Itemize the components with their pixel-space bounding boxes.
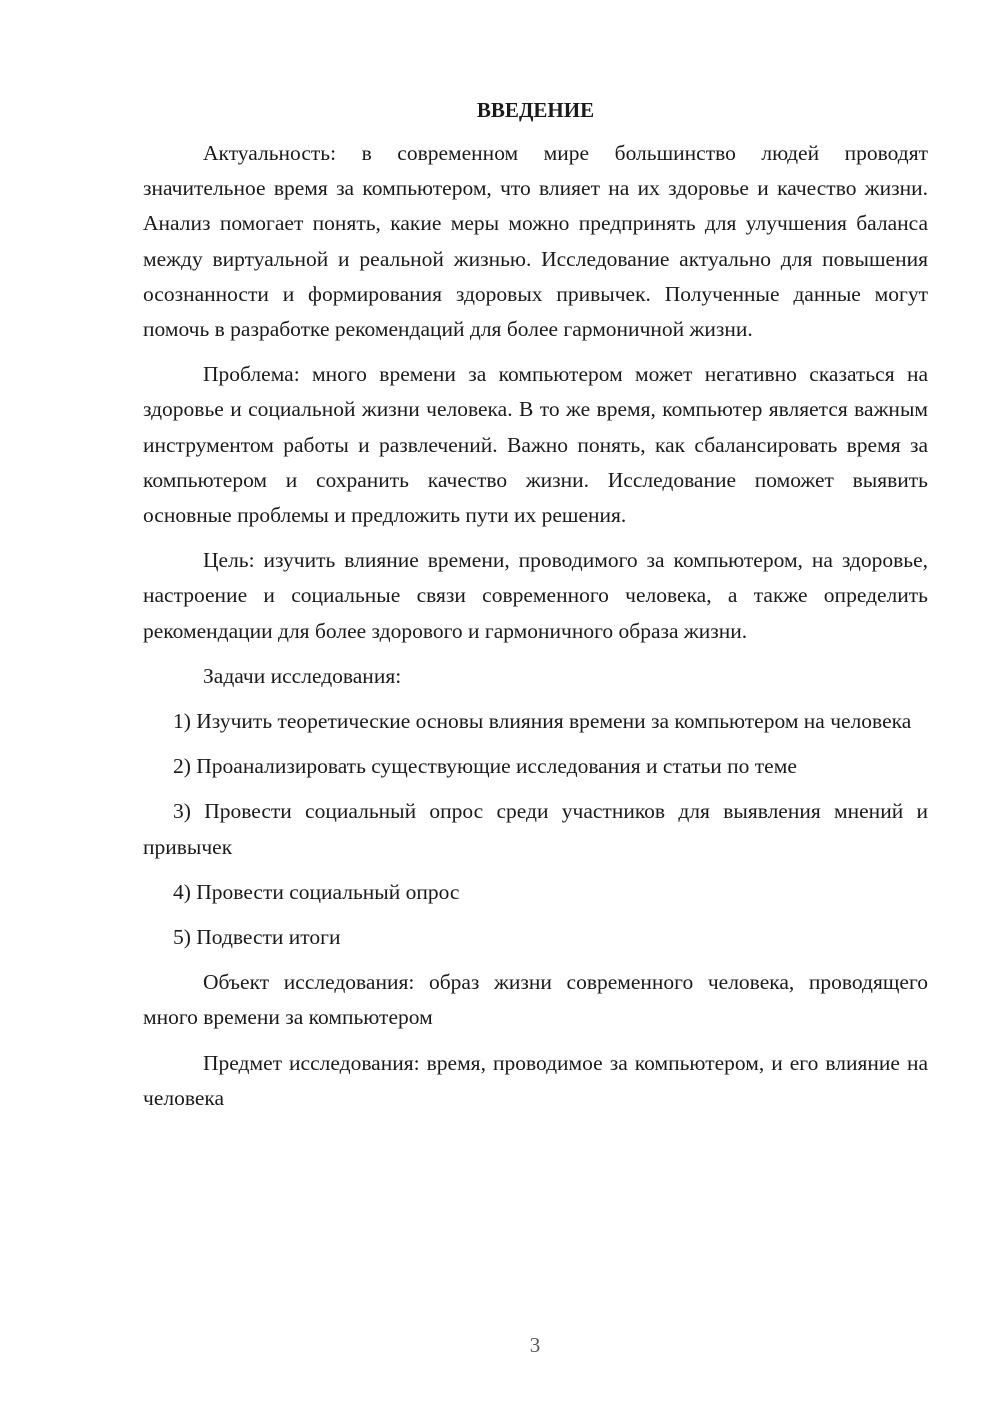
tasks-list	[143, 704, 928, 955]
paragraph-problem: Проблема: много времени за компьютером может негативно сказаться на здоровье и социальной жизни человека. В то же время, компьютер является важным инструментом работы и развлечений. Важно понять, как сбалансировать время за компьютером и сохранить качество жизни. Исследование поможет выявить основные проблемы и предложить пути их решения.	[143, 362, 928, 528]
paragraph-subject: Предмет исследования: время, проводимое за компьютером, и его влияние на человека	[143, 1050, 928, 1110]
task-item: 1) Изучить теоретические основы влияния времени за компьютером на человека	[173, 709, 912, 734]
tasks-title: Задачи исследования:	[203, 663, 402, 688]
task-item: 3) Провести социальный опрос среди участников для выявления мнений и привычек	[143, 799, 928, 859]
paragraph-relevance: Актуальность: в современном мире большинство людей проводят значительное время за компьютером, что влияет на их здоровье и качество жизни. Анализ помогает понять, какие меры можно предпринять для улучшения баланса между виртуальной и реальной жизнью. Исследование актуально для повышения осознанности и формирования здоровых привычек. Полученные данные могут помочь в разработке рекомендаций для более гармоничной жизни.	[143, 141, 928, 342]
document-page	[143, 96, 928, 1126]
paragraph-object: Объект исследования: образ жизни современного человека, проводящего много времени за компьютером	[143, 970, 928, 1030]
paragraph-goal: Цель: изучить влияние времени, проводимого за компьютером, на здоровье, настроение и социальные связи современного человека, а также определить рекомендации для более здорового и гармоничного образа жизни.	[143, 548, 928, 643]
task-item: 2) Проанализировать существующие исследования и статьи по теме	[173, 754, 797, 779]
task-item: 4) Провести социальный опрос	[173, 879, 460, 904]
task-item: 5) Подвести итоги	[173, 925, 341, 950]
section-heading: ВВЕДЕНИЕ	[476, 98, 595, 122]
page-number: 3	[529, 1333, 541, 1357]
